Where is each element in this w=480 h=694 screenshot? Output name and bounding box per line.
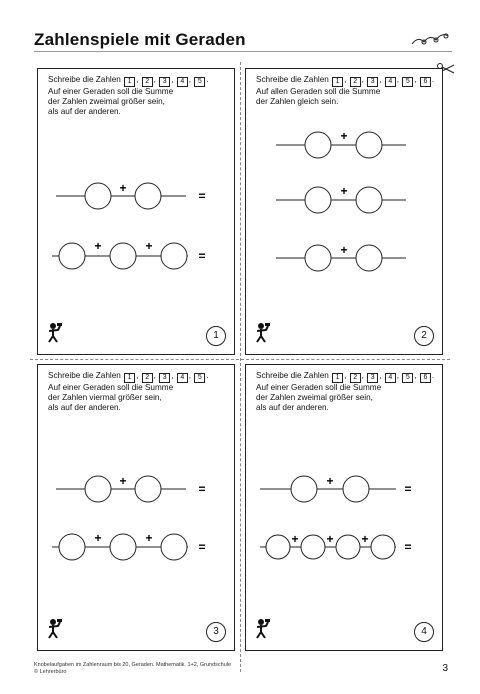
answer-circle — [336, 535, 360, 559]
plus-sign: + — [340, 243, 348, 257]
plus-sign: + — [340, 184, 348, 198]
card-instructions: Schreibe die Zahlen 1 , 2 , 3 , 4 , 5 , 6 . Auf einer Geraden soll die Summe der Zahlen zweimal größer sein, als auf der anderen. — [256, 371, 435, 413]
plus-sign: + — [119, 181, 127, 195]
line-diagram — [246, 69, 442, 354]
answer-circle — [371, 535, 395, 559]
number-box: 1 — [332, 373, 343, 383]
number-box: 5 — [194, 77, 205, 87]
number-box: 2 — [142, 77, 153, 87]
answer-circle — [110, 534, 136, 560]
answer-circle — [305, 132, 331, 158]
exercise-card-1 — [37, 68, 235, 355]
instruction-line: Auf einer Geraden soll die Summe — [48, 383, 174, 392]
plus-sign: + — [94, 239, 102, 253]
exercise-card-4 — [245, 364, 443, 651]
number-box: 3 — [367, 77, 378, 87]
number-box: 3 — [159, 77, 170, 87]
page-number: 3 — [442, 663, 448, 674]
number-box: 1 — [124, 77, 135, 87]
plus-sign: + — [291, 532, 299, 546]
instruction-line: Auf einer Geraden soll die Summe — [48, 87, 174, 96]
figure-icon — [46, 618, 62, 640]
number-box: 5 — [402, 77, 413, 87]
footer — [34, 662, 231, 676]
instruction-line: Auf einer Geraden soll die Summe — [256, 383, 382, 392]
page-title: Zahlenspiele mit Geraden — [34, 30, 246, 49]
equals-sign: = — [198, 249, 206, 263]
answer-circle — [301, 535, 325, 559]
card-instructions: Schreibe die Zahlen 1 , 2 , 3 , 4 , 5 , 6 . Auf allen Geraden soll die Summe der Zahlen gleich sein. — [256, 75, 435, 107]
line-diagram — [246, 365, 442, 650]
card-number-badge: 1 — [206, 326, 226, 346]
line-diagram — [38, 365, 234, 650]
answer-circle — [135, 183, 161, 209]
figure-icon — [254, 322, 270, 344]
plus-sign: + — [145, 239, 153, 253]
answer-circle — [305, 245, 331, 271]
answer-circle — [266, 535, 290, 559]
number-box: 6 — [420, 77, 431, 87]
instruction-line: der Zahlen zweimal größer sein, — [256, 393, 373, 403]
answer-circle — [59, 243, 85, 269]
number-box: 4 — [177, 77, 188, 87]
answer-circle — [85, 183, 111, 209]
figure-icon — [254, 618, 270, 640]
instruction-line: als auf der anderen. — [48, 107, 121, 117]
instruction-intro: Schreibe die Zahlen — [256, 75, 329, 84]
footer-copyright: © Lehrerbüro — [34, 669, 67, 675]
answer-circle — [85, 476, 111, 502]
number-box: 2 — [350, 373, 361, 383]
equals-sign: = — [198, 189, 206, 203]
answer-circle — [291, 476, 317, 502]
number-box: 3 — [159, 373, 170, 383]
answer-circle — [135, 476, 161, 502]
instruction-line: der Zahlen gleich sein. — [256, 97, 339, 107]
answer-circle — [356, 187, 382, 213]
equals-sign: = — [198, 482, 206, 496]
cut-line-horizontal — [30, 359, 450, 360]
card-number-badge: 2 — [414, 326, 434, 346]
number-box: 5 — [402, 373, 413, 383]
figure-icon — [46, 322, 62, 344]
answer-circle — [356, 132, 382, 158]
answer-circle — [161, 243, 187, 269]
answer-circle — [110, 243, 136, 269]
footer-source: Knobelaufgaben im Zahlenraum bis 20, Geraden. Mathematik. 1+2, Grundschule — [34, 662, 232, 668]
instruction-intro: Schreibe die Zahlen — [256, 371, 329, 380]
exercise-card-2 — [245, 68, 443, 355]
number-box: 4 — [385, 373, 396, 383]
title-divider — [34, 51, 452, 52]
instruction-line: als auf der anderen. — [48, 403, 121, 413]
plus-sign: + — [326, 532, 334, 546]
plus-sign: + — [361, 532, 369, 546]
decoration-icon — [410, 28, 450, 50]
instruction-line: Auf allen Geraden soll die Summe — [256, 87, 381, 96]
answer-circle — [305, 187, 331, 213]
plus-sign: + — [340, 129, 348, 143]
card-instructions: Schreibe die Zahlen 1 , 2 , 3 , 4 , 5 . Auf einer Geraden soll die Summe der Zahlen zweimal größer sein, als auf der anderen. — [48, 75, 209, 117]
number-box: 1 — [124, 373, 135, 383]
card-instructions: Schreibe die Zahlen 1 , 2 , 3 , 4 , 5 . Auf einer Geraden soll die Summe der Zahlen viermal größer sein, als auf der anderen. — [48, 371, 209, 413]
number-box: 1 — [332, 77, 343, 87]
plus-sign: + — [145, 531, 153, 545]
answer-circle — [356, 245, 382, 271]
equals-sign: = — [404, 482, 412, 496]
line-diagram — [38, 69, 234, 354]
cut-line-vertical — [240, 62, 241, 672]
instruction-intro: Schreibe die Zahlen — [48, 371, 121, 380]
card-number-badge: 4 — [414, 622, 434, 642]
exercise-card-3 — [37, 364, 235, 651]
instruction-line: der Zahlen zweimal größer sein, — [48, 97, 165, 107]
equals-sign: = — [198, 540, 206, 554]
plus-sign: + — [326, 474, 334, 488]
card-number-badge: 3 — [206, 622, 226, 642]
instruction-line: der Zahlen viermal größer sein, — [48, 393, 162, 403]
answer-circle — [161, 534, 187, 560]
instruction-line: als auf der anderen. — [256, 403, 329, 413]
plus-sign: + — [94, 531, 102, 545]
number-box: 5 — [194, 373, 205, 383]
plus-sign: + — [119, 474, 127, 488]
number-box: 2 — [350, 77, 361, 87]
number-box: 4 — [385, 77, 396, 87]
number-box: 3 — [367, 373, 378, 383]
answer-circle — [343, 476, 369, 502]
instruction-intro: Schreibe die Zahlen — [48, 75, 121, 84]
number-box: 2 — [142, 373, 153, 383]
number-box: 6 — [420, 373, 431, 383]
equals-sign: = — [404, 540, 412, 554]
answer-circle — [59, 534, 85, 560]
number-box: 4 — [177, 373, 188, 383]
